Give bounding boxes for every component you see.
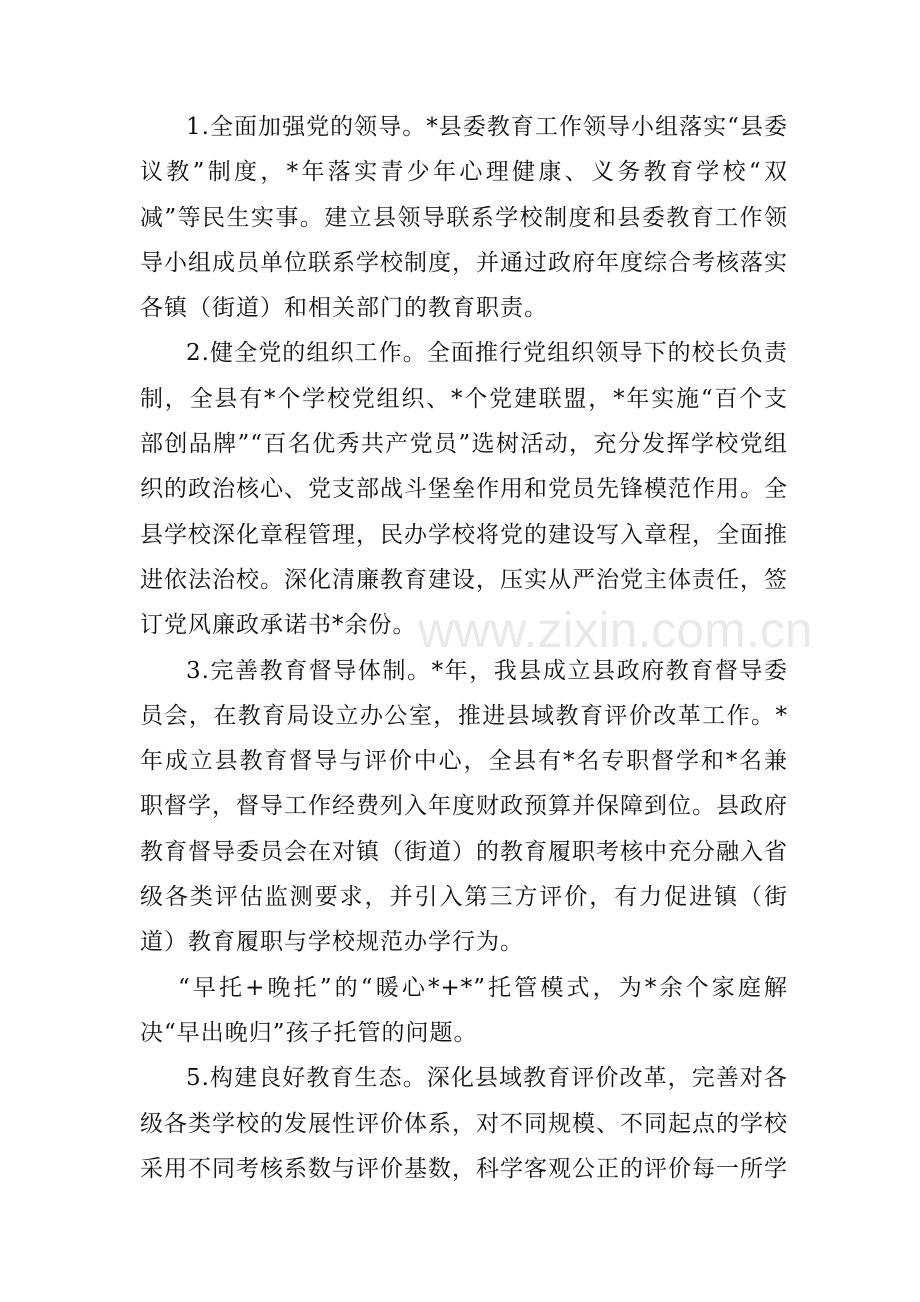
paragraph-education-supervision: 3.完善教育督导体制。*年，我县成立县政府教育督导委员会，在教育局设立办公室，推进县域教育评价改革工作。*年成立县教育督导与评价中心，全县有*名专职督学和*名兼职督学，督导工作经费列入年度财政预算并保障到位。县政府教育督导委员会在对镇（街道）的教育履职考核中充分融入省级各类评估监测要求，并引入第三方评价，有力促进镇（街道）教育履职与学校规范办学行为。 bbox=[140, 657, 788, 956]
watermark-text: www.zixin.com.cn bbox=[418, 602, 813, 658]
paragraph-education-ecology: 5.构建良好教育生态。深化县域教育评价改革，完善对各级各类学校的发展性评价体系，对不同规模、不同起点的学校采用不同考核系数与评价基数，科学客观公正的评价每一所学 bbox=[140, 1065, 788, 1182]
paragraph-party-leadership: 1.全面加强党的领导。*县委教育工作领导小组落实“县委议教”制度，*年落实青少年心理健康、义务教育学校“双减”等民生实事。建立县领导联系学校制度和县委教育工作领导小组成员单位联系学校制度，并通过政府年度综合考核落实各镇（街道）和相关部门的教育职责。 bbox=[140, 114, 788, 322]
paragraph-childcare-model: “早托+晚托”的“暖心*+*”托管模式，为*余个家庭解决“早出晚归”孩子托管的问题。 bbox=[140, 974, 788, 1046]
paragraph-party-organization: 2.健全党的组织工作。全面推行党组织领导下的校长负责制，全县有*个学校党组织、*个党建联盟，*年实施“百个支部创品牌”“百名优秀共产党员”选树活动，充分发挥学校党组织的政治核心、党支部战斗堡垒作用和党员先锋模范作用。全县学校深化章程管理，民办学校将党的建设写入章程，全面推进依法治校。深化清廉教育建设，压实从严治党主体责任，签订党风廉政承诺书*余份。 bbox=[140, 340, 788, 639]
document-body bbox=[140, 105, 813, 1192]
